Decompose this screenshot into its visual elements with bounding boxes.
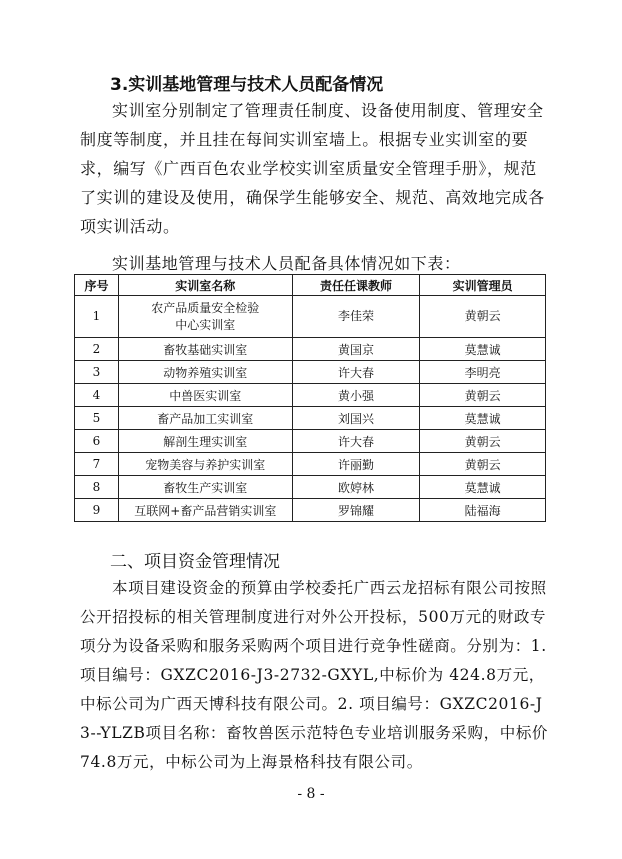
cell-room-name: 畜牧基础实训室 [118,338,292,361]
table-row [75,430,546,453]
cell-index: 9 [75,499,119,522]
cell-manager: 莫慧诚 [420,476,546,499]
table-row [75,499,546,522]
cell-index: 6 [75,430,119,453]
cell-index: 8 [75,476,119,499]
cell-manager: 莫慧诚 [420,338,546,361]
cell-teacher: 欧婷林 [292,476,420,499]
cell-index: 3 [75,361,119,384]
cell-manager: 莫慧诚 [420,407,546,430]
training-base-paragraph: 实训室分别制定了管理责任制度、设备使用制度、管理安全制度等制度，并且挂在每间实训室墙上。根据专业实训室的要求，编写《广西百色农业学校实训室质量安全管理手册》，规范了实训的建设及使用，确保学生能够安全、规范、高效地完成各项实训活动。 [80,101,545,236]
cell-index: 2 [75,338,119,361]
table-row [75,338,546,361]
cell-room-name: 中兽医实训室 [118,384,292,407]
table-row [75,407,546,430]
cell-room-name: 互联网+畜产品营销实训室 [118,499,292,522]
cell-teacher: 刘国兴 [292,407,420,430]
cell-room-name-text: 农产品质量安全检验中心实训室 [151,300,260,332]
header-room-name: 实训室名称 [118,275,292,296]
table-row [75,384,546,407]
cell-teacher: 许大春 [292,361,420,384]
cell-teacher: 黄国京 [292,338,420,361]
header-teacher: 责任任课教师 [292,275,420,296]
cell-manager: 李明亮 [420,361,546,384]
table-row [75,476,546,499]
staffing-table [74,274,546,522]
table-row [75,361,546,384]
cell-manager: 黄朝云 [420,453,546,476]
cell-index: 7 [75,453,119,476]
header-manager: 实训管理员 [420,275,546,296]
cell-teacher: 李佳荣 [292,296,420,338]
cell-room-name [118,296,292,338]
cell-index: 5 [75,407,119,430]
cell-room-name: 畜产品加工实训室 [118,407,292,430]
cell-room-name: 畜牧生产实训室 [118,476,292,499]
cell-room-name: 动物养殖实训室 [118,361,292,384]
table-caption: 实训基地管理与技术人员配备具体情况如下表： [112,254,461,273]
cell-index: 4 [75,384,119,407]
cell-manager: 黄朝云 [420,296,546,338]
funds-paragraph: 本项目建设资金的预算由学校委托广西云龙招标有限公司按照公开招投标的相关管理制度进行对外公开投标，500万元的财政专项分为设备采购和服务采购两个项目进行竞争性磋商。分别为：1.项目编号：GXZC2016-J3-2732-GXYL,中标价为 424.8万元，中标公司为广西天博科技有限公司。2. 项目编号：GXZC2016-J3--YLZB项目名称：畜牧兽医示范特色专业培训服务采购，中标价 74.8万元，中标公司为上海景格科技有限公司。 [80,579,549,771]
cell-room-name: 宠物美容与养护实训室 [118,453,292,476]
cell-manager: 黄朝云 [420,384,546,407]
cell-index: 1 [75,296,119,338]
page-number: - 8 - [297,786,325,802]
cell-manager: 黄朝云 [420,430,546,453]
section-heading-training-base: 3.实训基地管理与技术人员配备情况 [110,75,384,95]
cell-teacher: 许丽勤 [292,453,420,476]
table-row [75,453,546,476]
cell-manager: 陆福海 [420,499,546,522]
header-index: 序号 [75,275,119,296]
cell-teacher: 黄小强 [292,384,420,407]
section-heading-funds: 二、项目资金管理情况 [110,552,280,572]
cell-teacher: 许大春 [292,430,420,453]
cell-room-name: 解剖生理实训室 [118,430,292,453]
cell-teacher: 罗锦耀 [292,499,420,522]
table-header-row [75,275,546,296]
table-row [75,296,546,338]
